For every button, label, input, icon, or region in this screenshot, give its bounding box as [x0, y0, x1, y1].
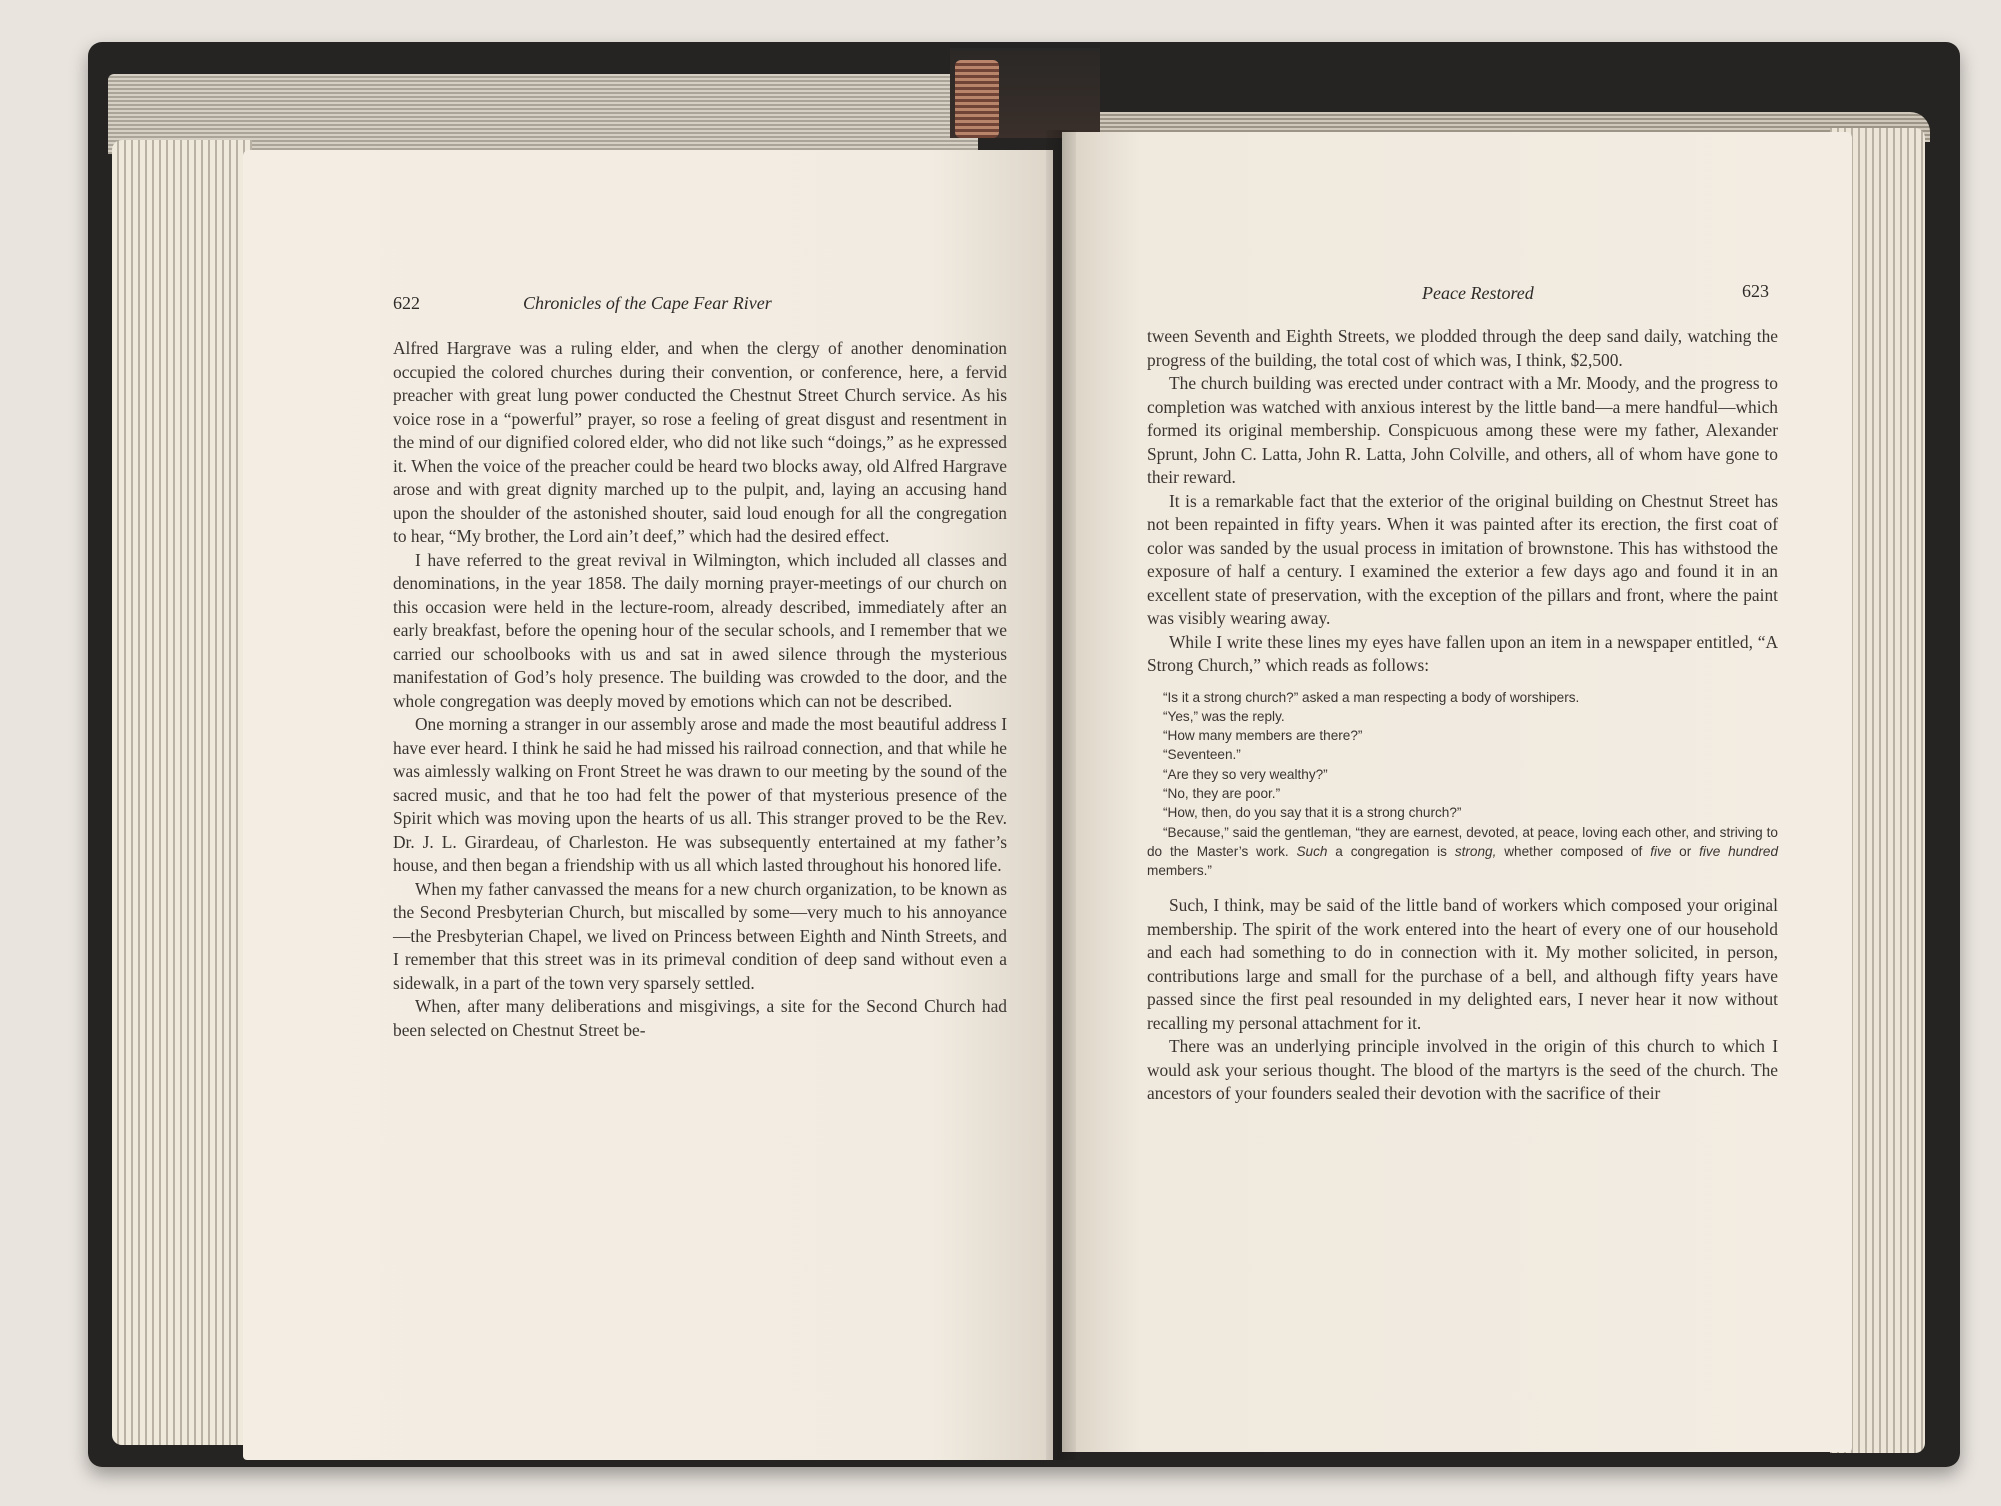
right-page [1062, 132, 1852, 1452]
quote-text: or [1671, 843, 1700, 859]
quote-text: “Because,” said the gentleman, “they are earnest, devoted, at peace, loving each other, and striving to do the Master’s work. [1147, 824, 1778, 859]
left-fore-edge [112, 140, 252, 1445]
quote-italic: five [1650, 843, 1672, 859]
quote-line: “Seventeen.” [1163, 747, 1241, 763]
paragraph: I have referred to the great revival in Wilmington, which included all classes and denominations, in the year 1858. The daily morning prayer-meetings of our church on this occasion were held in the lecture-room, already described, immediately after an early breakfast, before the opening hour of the secular schools, and I remember that we carried our schoolbooks with us and sat in awed silence through the mysterious manifestation of God’s holy presence. The building was crowded to the door, and the whole congregation was deeply moved by emotions which can not be described. [393, 549, 1007, 711]
paragraph: Alfred Hargrave was a ruling elder, and when the clergy of another denomination occupied the colored churches during their convention, or conference, here, a fervid preacher with great lung power conducted the Chestnut Street Church service. As his voice rose in a “powerful” prayer, so rose a feeling of great disgust and resentment in the mind of our dignified colored elder, who did not like such “doings,” as he expressed it. When the voice of the preacher could be heard two blocks away, old Alfred Hargrave arose and with great dignity marched up to the pulpit, and, laying an accusing hand upon the shoulder of the astonished shouter, said loud enough for all the congregation to hear, “My brother, the Lord ain’t deef,” which had the desired effect. [393, 338, 1007, 546]
right-running-title: Peace Restored [1422, 283, 1534, 303]
paragraph: One morning a stranger in our assembly arose and made the most beautiful address I have ever heard. I think he said he had missed his railroad connection, and that while he was aimlessly walking on Front Street he was drawn to our meeting by the sound of the sacred music, and that he too had felt the power of that mysterious presence of the Spirit which was moving upon the hearts of us all. This stranger proved to be the Rev. Dr. J. L. Girardeau, of Charleston. He was subsequently entertained at my father’s house, and then began a friendship with us all which lasted throughout his honored life. [393, 714, 1007, 875]
quote-text: a congregation is [1327, 843, 1455, 859]
paragraph: There was an underlying principle involved in the origin of this church to which I would ask your serious thought. The blood of the martyrs is the seed of the church. The ancestors of your founders sealed their devotion with the sacrifice of their [1147, 1036, 1778, 1104]
right-body-text [1147, 325, 1778, 1106]
quote-italic: strong, [1454, 843, 1497, 859]
book-gutter-shadow [1046, 130, 1076, 1460]
paragraph: When my father canvassed the means for a new church organization, to be known as the Second Presbyterian Church, but miscalled by some—very much to his annoyance—the Presbyterian Chapel, we lived on Princess between Eighth and Ninth Streets, and I remember that this street was in its primeval condition of deep sand without even a sidewalk, in a part of the town very sparsely settled. [393, 878, 1007, 993]
newspaper-quote [1147, 688, 1778, 881]
quote-line: “Is it a strong church?” asked a man respecting a body of worshipers. [1163, 689, 1580, 705]
paragraph: While I write these lines my eyes have fallen upon an item in a newspaper entitled, “A Strong Church,” which reads as follows: [1147, 631, 1778, 675]
left-page [243, 150, 1053, 1460]
quote-text: members.” [1147, 863, 1212, 879]
right-page-number: 623 [1742, 281, 1769, 301]
paragraph: tween Seventh and Eighth Streets, we plodded through the deep sand daily, watching the progress of the building, the total cost of which was, I think, $2,500. [1147, 326, 1778, 370]
quote-line: “Yes,” was the reply. [1163, 708, 1285, 724]
quote-italic: five hundred [1699, 843, 1779, 859]
quote-line: “Are they so very wealthy?” [1163, 766, 1328, 782]
quote-italic: Such [1296, 843, 1328, 859]
left-body-text [393, 337, 1007, 1042]
left-running-title: Chronicles of the Cape Fear River [523, 293, 772, 313]
paragraph: It is a remarkable fact that the exterior of the original building on Chestnut Street has not been repainted in fifty years. When it was painted after its erection, the first coat of color was sanded by the usual process in imitation of brownstone. This has withstood the exposure of half a century. I examined the exterior a few days ago and found it in an excellent state of preservation, with the exception of the pillars and front, where the paint was visibly wearing away. [1147, 490, 1778, 628]
quote-final-line [1147, 823, 1778, 881]
quote-line: “No, they are poor.” [1163, 785, 1281, 801]
quote-line: “How many members are there?” [1163, 728, 1363, 744]
paragraph: When, after many deliberations and misgivings, a site for the Second Church had been selected on Chestnut Street be- [393, 996, 1007, 1040]
headband [955, 60, 999, 138]
paragraph: Such, I think, may be said of the little band of workers which composed your original membership. The spirit of the work entered into the heart of every one of our household and each had something to do in connection with it. My mother solicited, in person, contributions large and small for the purchase of a bell, and although fifty years have passed since the first peal resounded in my delighted ears, I never hear it now without recalling my personal attachment for it. [1147, 895, 1778, 1033]
left-page-number: 622 [393, 293, 420, 313]
paragraph: The church building was erected under contract with a Mr. Moody, and the progress to completion was watched with anxious interest by the little band—a mere handful—which formed its original membership. Conspicuous among these were my father, Alexander Sprunt, John C. Latta, John R. Latta, John Colville, and others, all of whom have gone to their reward. [1147, 373, 1778, 487]
quote-line: “How, then, do you say that it is a strong church?” [1163, 805, 1462, 821]
quote-text: whether composed of [1496, 843, 1651, 859]
